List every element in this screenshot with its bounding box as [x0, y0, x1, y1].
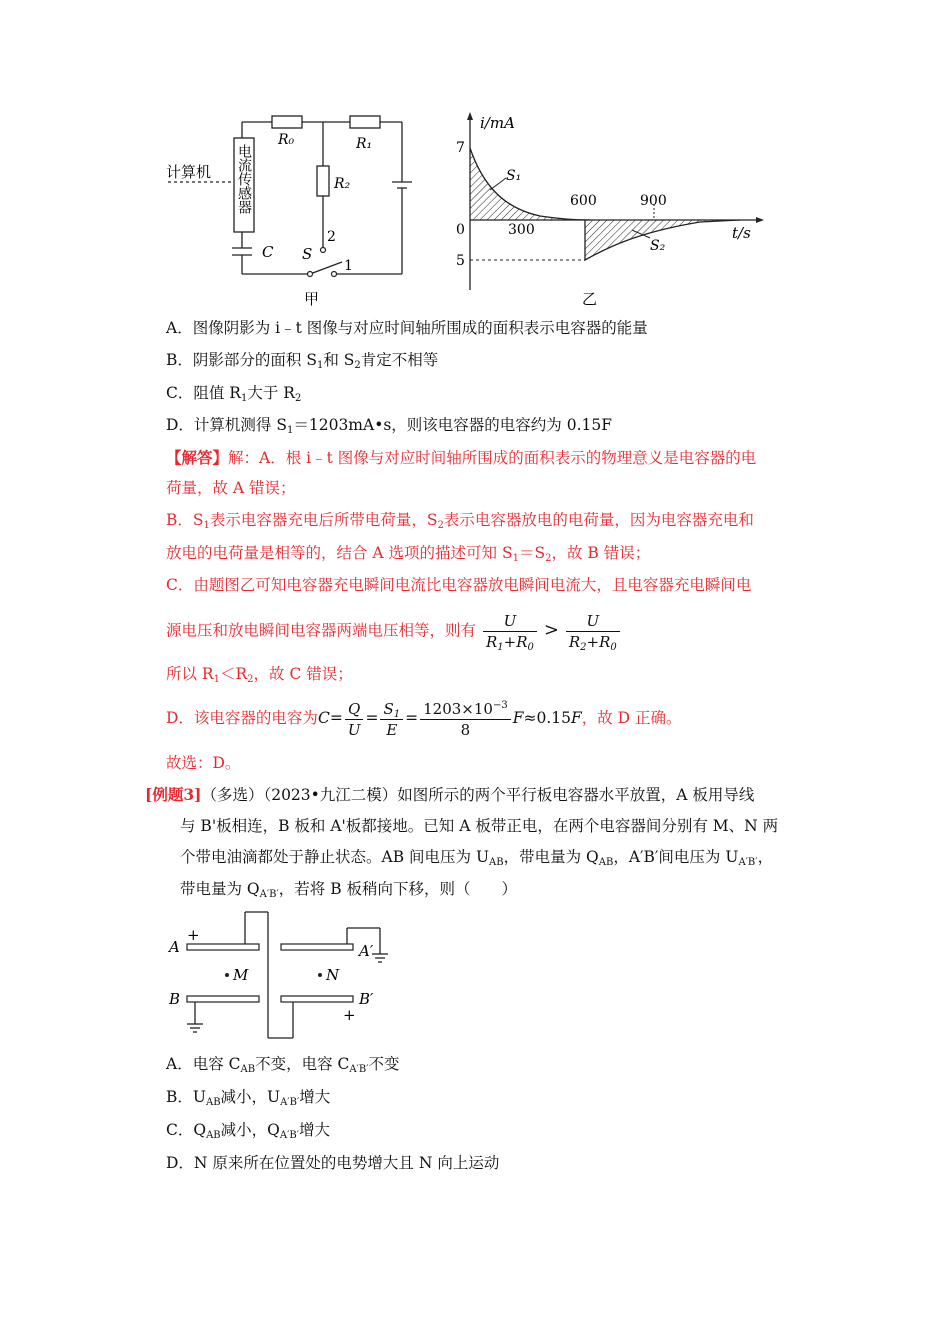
fraction-u-r2-r0: $\frac{U}{R_2+R_0}$: [566, 612, 620, 651]
option-c: C．阻值 $R_1$大于 $R_2$: [166, 384, 302, 404]
answer-b-line1: B．$S_1$表示电容器充电后所带电荷量，$S_2$表示电容器放电的电荷量，因为电容器充电和: [166, 511, 754, 531]
tick-600: 600: [570, 193, 597, 209]
sensor-label: 电流传感器: [236, 144, 252, 214]
r1-label: R₁: [356, 136, 373, 152]
answer-a-line1: 【解答】解：A．根 i﹣t 图像与对应时间轴所围成的面积表示的物理意义是电容器的电: [166, 448, 757, 467]
tick-300: 300: [508, 222, 535, 238]
plate-a-plus: +: [187, 926, 200, 944]
switch-label: S: [302, 245, 313, 263]
tick-7: 7: [456, 140, 465, 156]
example3-option-a: A．电容 $C_{AB}$不变，电容 $C_{A'B'}$不变: [166, 1055, 400, 1075]
capacitor-label: C: [262, 243, 274, 261]
circuit-diagram: [160, 108, 440, 308]
answer-final: 故选：D。: [166, 754, 241, 772]
option-b: B．阴影部分的面积 $S_1$和 $S_2$肯定不相等: [166, 351, 439, 371]
example3-line3: 个带电油滴都处于静止状态。AB 间电压为 $U_{AB}$，带电量为 $Q_{AB}$，A′B′间电压为 $U_{A'B'}$，: [180, 848, 774, 868]
example3-line4: 带电量为 $Q_{A'B'}$，若将 B 板稍向下移，则（ ）: [180, 880, 518, 900]
droplet-n-label: N: [326, 966, 340, 984]
example3-line2: 与 B'板相连，B 板和 A'板都接地。已知 A 板带正电，在两个电容器间分别有 M、N 两: [180, 817, 779, 835]
y-axis-label: i/mA: [480, 114, 515, 132]
droplet-m-label: M: [233, 966, 249, 984]
option-a: A．图像阴影为 i﹣t 图像与对应时间轴所围成的面积表示电容器的能量: [166, 319, 648, 337]
answer-c-line2: 源电压和放电瞬间电容器两端电压相等，则有 $\frac{U}{R_1+R_0}$ > $\frac{U}{R_2+R_0}$: [166, 612, 622, 651]
current-time-graph: [450, 108, 770, 308]
r2-label: R₂: [334, 176, 351, 192]
answer-c-line3: 所以 $R_1<R_2$，故 C 错误；: [166, 665, 353, 685]
s2-label: S₂: [650, 238, 666, 254]
option-d: D．计算机测得 $S_1=1203mA•s$，则该电容器的电容约为 0.15F: [166, 416, 612, 436]
plate-ap-label: A′: [359, 942, 374, 960]
tick-5: 5: [456, 253, 465, 269]
example3-option-b: B．$U_{AB}$减小，$U_{A'B'}$增大: [166, 1088, 331, 1108]
answer-d-line1: D．该电容器的电容为C= $\frac{Q}{U}$ = $\frac{S_1}{E}$ = $\frac{1203\times 10^{-3}}{8}$ F≈0.15F，故 D 正确。: [166, 699, 682, 739]
plate-b-label: B: [169, 990, 181, 1008]
answer-a-line2: 荷量，故 A 错误；: [166, 479, 296, 497]
tick-0: 0: [456, 222, 465, 238]
plate-bp-label: B′: [359, 990, 374, 1008]
switch-pos1: 1: [344, 258, 353, 274]
plate-a-label: A: [169, 938, 180, 956]
example3-line1: [例题3]（多选）（2023•九江二模）如图所示的两个平行板电容器水平放置，A 板用导线: [145, 785, 755, 804]
s1-label: S₁: [506, 168, 522, 184]
example3-option-c: C．$Q_{AB}$减小，$Q_{A'B'}$增大: [166, 1121, 331, 1141]
answer-tag: 【解答】: [166, 448, 229, 467]
switch-pos2: 2: [327, 229, 336, 245]
answer-b-line2: 放电的电荷量是相等的，结合 A 选项的描述可知 $S_1=S_2$，故 B 错误；: [166, 544, 651, 564]
computer-label: 计算机: [166, 163, 212, 181]
example3-tag: [例题3]: [145, 785, 202, 804]
x-axis-label: t/s: [732, 224, 751, 242]
tick-900: 900: [640, 193, 667, 209]
example3-option-d: D．N 原来所在位置处的电势增大且 N 向上运动: [166, 1154, 500, 1172]
fraction-u-r1-r0: $\frac{U}{R_1+R_0}$: [483, 612, 537, 651]
capacitor-plates-diagram: [165, 908, 405, 1043]
answer-c-line1: C．由题图乙可知电容器充电瞬间电流比电容器放电瞬间电流大，且电容器充电瞬间电: [166, 576, 752, 594]
figure-caption-jia: 甲: [304, 290, 320, 308]
plate-bp-plus: +: [343, 1006, 356, 1024]
figure-caption-yi: 乙: [582, 290, 598, 308]
r0-label: R₀: [278, 132, 295, 148]
